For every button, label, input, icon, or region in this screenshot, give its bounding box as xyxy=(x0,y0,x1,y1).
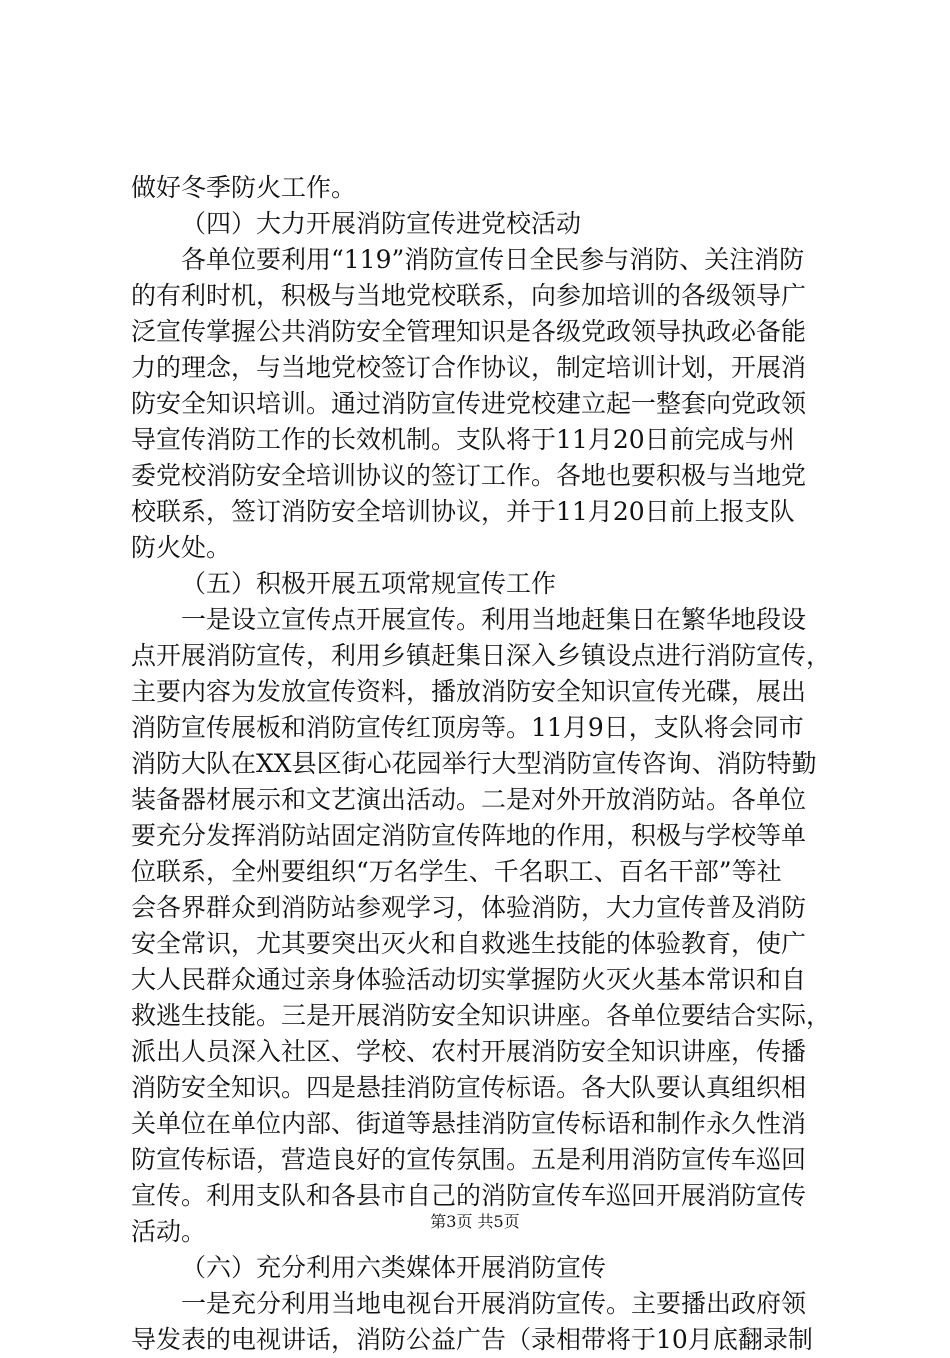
text-line: 活动。 xyxy=(131,1217,207,1246)
text-line: 一是充分利用当地电视台开展消防宣传。主要播出政府领 xyxy=(181,1289,807,1318)
text-line: 主要内容为发放宣传资料，播放消防安全知识宣传光碟，展出 xyxy=(131,677,807,706)
text-line: 安全常识，尤其要突出灭火和自救逃生技能的体验教育，使广 xyxy=(131,929,807,958)
text-line: 消防大队在XX县区街心花园举行大型消防宣传咨询、消防特勤 xyxy=(131,749,817,778)
text-line: 防宣传标语，营造良好的宣传氛围。五是利用消防宣传车巡回 xyxy=(131,1145,807,1174)
text-line: 点开展消防宣传，利用乡镇赶集日深入乡镇设点进行消防宣传， xyxy=(131,641,831,670)
text-line: 消防安全知识。四是悬挂消防宣传标语。各大队要认真组织相 xyxy=(131,1073,807,1102)
text-line: 要充分发挥消防站固定消防宣传阵地的作用，积极与学校等单 xyxy=(131,821,807,850)
text-line: 的有利时机，积极与当地党校联系，向参加培训的各级领导广 xyxy=(131,281,807,310)
text-line: 一是设立宣传点开展宣传。利用当地赶集日在繁华地段设 xyxy=(181,605,807,634)
page-footer: 第3页 共5页 xyxy=(430,1212,520,1231)
text-line: 宣传。利用支队和各县市自己的消防宣传车巡回开展消防宣传 xyxy=(131,1181,807,1210)
text-line: 做好冬季防火工作。 xyxy=(131,173,357,202)
text-line: 装备器材展示和文艺演出活动。二是对外开放消防站。各单位 xyxy=(131,785,807,814)
text-line: （六）充分利用六类媒体开展消防宣传 xyxy=(181,1253,607,1282)
text-line: 关单位在单位内部、街道等悬挂消防宣传标语和制作永久性消 xyxy=(131,1109,807,1138)
text-line: 校联系，签订消防安全培训协议，并于11月20日前上报支队 xyxy=(131,497,795,526)
text-line: 各单位要利用“119”消防宣传日全民参与消防、关注消防 xyxy=(181,245,805,274)
text-line: 防火处。 xyxy=(131,533,232,562)
text-line: 消防宣传展板和消防宣传红顶房等。11月9日，支队将会同市 xyxy=(131,713,804,742)
text-line: 大人民群众通过亲身体验活动切实掌握防火灭火基本常识和自 xyxy=(131,965,807,994)
text-line: 位联系，全州要组织“万名学生、千名职工、百名干部”等社 xyxy=(131,857,782,886)
text-line: 救逃生技能。三是开展消防安全知识讲座。各单位要结合实际， xyxy=(131,1001,831,1030)
text-line: 委党校消防安全培训协议的签订工作。各地也要积极与当地党 xyxy=(131,461,807,490)
text-line: 力的理念，与当地党校签订合作协议，制定培训计划，开展消 xyxy=(131,353,807,382)
text-line: 泛宣传掌握公共消防安全管理知识是各级党政领导执政必备能 xyxy=(131,317,807,346)
text-line: 会各界群众到消防站参观学习，体验消防，大力宣传普及消防 xyxy=(131,893,807,922)
document-body xyxy=(131,170,831,1358)
text-line: 导发表的电视讲话，消防公益广告（录相带将于10月底翻录制 xyxy=(131,1325,813,1354)
text-line: （四）大力开展消防宣传进党校活动 xyxy=(181,209,582,238)
text-line: （五）积极开展五项常规宣传工作 xyxy=(181,569,557,598)
text-line: 防安全知识培训。通过消防宣传进党校建立起一整套向党政领 xyxy=(131,389,807,418)
text-line: 导宣传消防工作的长效机制。支队将于11月20日前完成与州 xyxy=(131,425,795,454)
text-line: 派出人员深入社区、学校、农村开展消防安全知识讲座，传播 xyxy=(131,1037,807,1066)
